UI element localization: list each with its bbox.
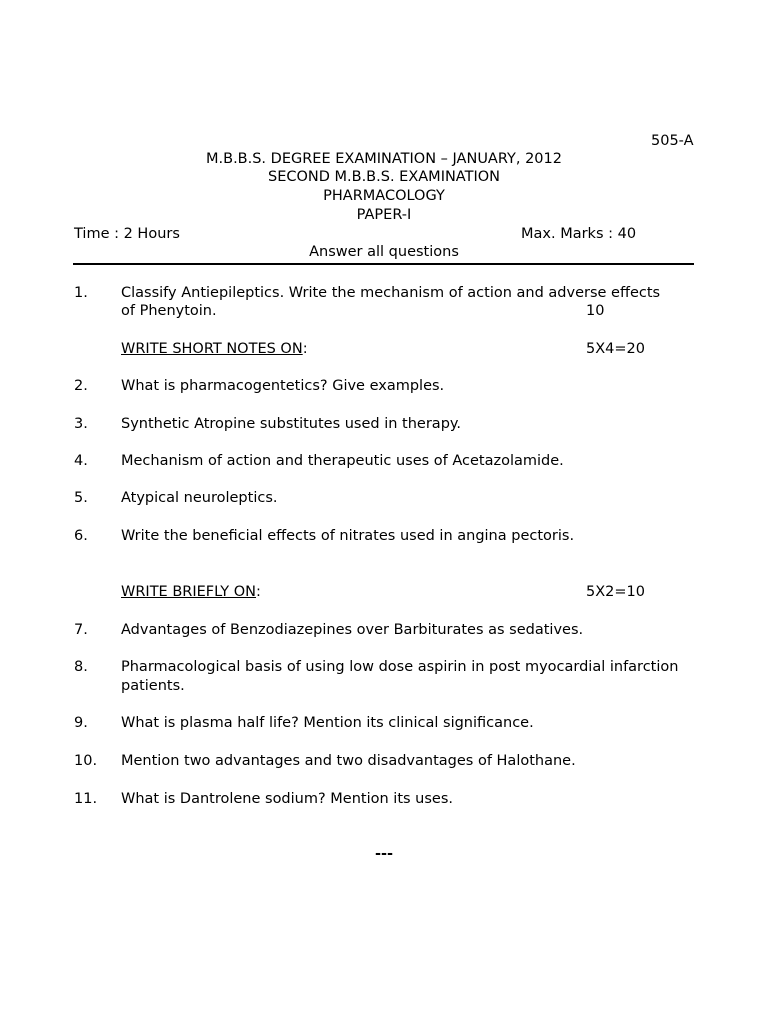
section-title: WRITE BRIEFLY ON	[121, 584, 256, 600]
question-text-continued: of Phenytoin.	[121, 303, 217, 319]
question-text: What is Dantrolene sodium? Mention its uses.	[121, 791, 453, 807]
question-text: Advantages of Benzodiazepines over Barbiturates as sedatives.	[121, 622, 584, 638]
section-marks: 5X2=10	[586, 584, 645, 600]
question-number: 7.	[74, 622, 88, 638]
section-heading-short-notes	[121, 341, 308, 357]
question-number: 2.	[74, 378, 88, 394]
question-text: Mechanism of action and therapeutic uses of Acetazolamide.	[121, 453, 564, 469]
time-label: Time : 2 Hours	[74, 226, 180, 242]
end-marker: ---	[374, 846, 394, 862]
section-title: WRITE SHORT NOTES ON	[121, 341, 303, 357]
section-colon: :	[302, 341, 308, 357]
paper-number: PAPER-I	[356, 207, 412, 223]
question-number: 8.	[74, 659, 88, 675]
question-number: 6.	[74, 528, 88, 544]
exam-subtitle: SECOND M.B.B.S. EXAMINATION	[267, 169, 500, 185]
question-text: Pharmacological basis of using low dose aspirin in post myocardial infarction	[121, 659, 679, 675]
paper-code: 505-A	[651, 133, 694, 149]
question-number: 5.	[74, 490, 88, 506]
section-colon: :	[256, 584, 261, 600]
exam-title: M.B.B.S. DEGREE EXAMINATION – JANUARY, 2012	[206, 151, 562, 167]
question-text: Atypical neuroleptics.	[121, 490, 278, 506]
instruction: Answer all questions	[309, 244, 459, 260]
question-number: 4.	[74, 453, 88, 469]
header-divider	[73, 263, 694, 265]
subject-title: PHARMACOLOGY	[323, 188, 445, 204]
question-number: 3.	[74, 416, 88, 432]
question-text: Synthetic Atropine substitutes used in therapy.	[121, 416, 462, 432]
question-text-continued: patients.	[121, 678, 185, 694]
question-number: 9.	[74, 715, 88, 731]
question-text: What is pharmacogentetics? Give examples.	[121, 378, 445, 394]
question-marks: 10	[586, 303, 605, 319]
section-marks: 5X4=20	[586, 341, 645, 357]
question-text: Write the beneficial effects of nitrates used in angina pectoris.	[121, 528, 575, 544]
question-text: What is plasma half life? Mention its clinical significance.	[121, 715, 534, 731]
question-text: Classify Antiepileptics. Write the mechanism of action and adverse effects	[121, 285, 661, 301]
question-number: 10.	[74, 753, 98, 769]
question-number: 1.	[74, 285, 88, 301]
question-text: Mention two advantages and two disadvantages of Halothane.	[121, 753, 576, 769]
question-number: 11.	[74, 791, 98, 807]
max-marks-label: Max. Marks : 40	[521, 226, 637, 242]
section-heading-brief	[121, 584, 261, 600]
